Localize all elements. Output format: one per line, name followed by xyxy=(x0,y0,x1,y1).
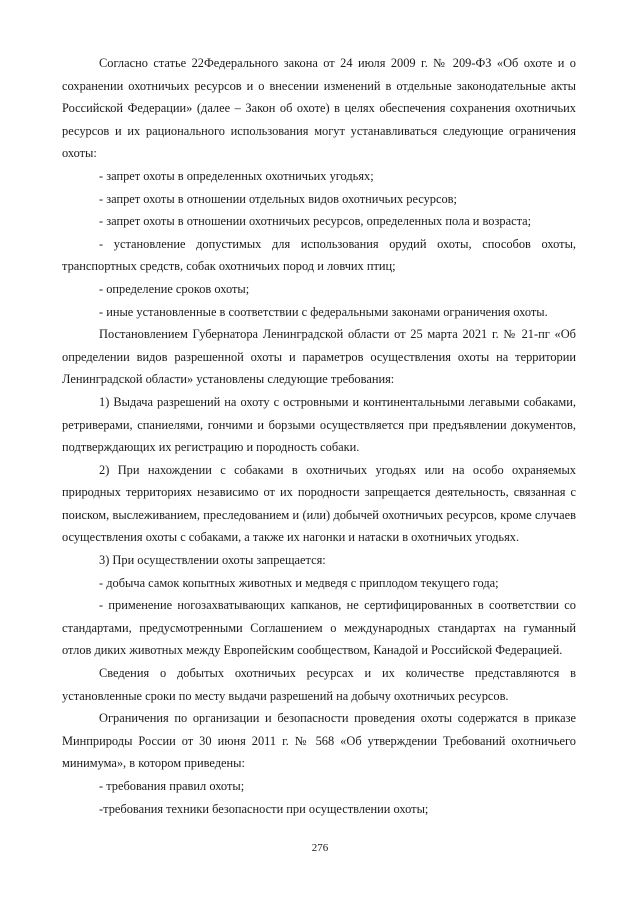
list-item: -требования техники безопасности при осуществлении охоты; xyxy=(99,801,429,816)
paragraph-safety-order: Ограничения по организации и безопасности проведения охоты содержатся в приказе Минприроды России от 30 июня 2011 г. № 568 «Об утверждении Требований охотничьего минимума», в котором приведены: xyxy=(62,711,576,771)
paragraph-law-intro: Согласно статье 22Федерального закона от 24 июля 2009 г. № 209-ФЗ «Об охоте и о сохранении охотничьих ресурсов и о внесении изменений в отдельные законодательные акты Российской Федерации» (далее – Закон об охоте) в целях обеспечения сохранения охотничьих ресурсов и их рационального использования могут устанавливаться следующие ограничения охоты: xyxy=(62,56,576,161)
list-item: - запрет охоты в определенных охотничьих угодьях; xyxy=(99,168,374,183)
list-item: - определение сроков охоты; xyxy=(99,281,250,296)
list-item: - установление допустимых для использования орудий охоты, способов охоты, транспортных средств, собак охотничьих пород и ловчих птиц; xyxy=(62,236,576,274)
page-number: 276 xyxy=(311,842,329,854)
paragraph-reporting: Сведения о добытых охотничьих ресурсах и их количестве представляются в установленные сроки по месту выдачи разрешений на добычу охотничьих ресурсов. xyxy=(62,666,576,703)
list-item: - запрет охоты в отношении охотничьих ресурсов, определенных пола и возраста; xyxy=(99,214,532,229)
paragraph-requirement-2: 2) При нахождении с собаками в охотничьих угодьях или на особо охраняемых природных территориях независимо от их породности запрещается деятельность, связанная с поиском, выслеживанием, преследованием и (или) добычей охотничьих ресурсов, кроме случаев осуществления охоты с собаками, а также их нагонки и натаски в охотничьих угодьях. xyxy=(62,462,576,545)
list-item: - иные установленные в соответствии с федеральными законами ограничения охоты. xyxy=(99,304,548,319)
paragraph-requirement-3: 3) При осуществлении охоты запрещается: xyxy=(99,553,326,568)
list-item: - добыча самок копытных животных и медведя с приплодом текущего года; xyxy=(99,575,499,590)
paragraph-requirement-1: 1) Выдача разрешений на охоту с островными и континентальными легавыми собаками, ретриверами, спаниелями, гончими и борзыми осуществляется при предъявлении документов, подтверждающих их регистрацию и породность собаки. xyxy=(62,394,576,455)
list-item: - применение ногозахватывающих капканов, не сертифицированных в соответствии со стандартами, предусмотренными Соглашением о международных стандартах на гуманный отлов диких животных между Европейским сообществом, Канадой и Российской Федерацией. xyxy=(62,598,576,658)
list-item: - требования правил охоты; xyxy=(99,779,245,793)
list-item: - запрет охоты в отношении отдельных видов охотничьих ресурсов; xyxy=(99,191,457,206)
paragraph-governor-decree: Постановлением Губернатора Ленинградской области от 25 марта 2021 г. № 21-пг «Об определении видов разрешенной охоты и параметров осуществления охоты на территории Ленинградской области» установлены следующие требования: xyxy=(62,327,576,387)
document-body xyxy=(62,52,576,820)
